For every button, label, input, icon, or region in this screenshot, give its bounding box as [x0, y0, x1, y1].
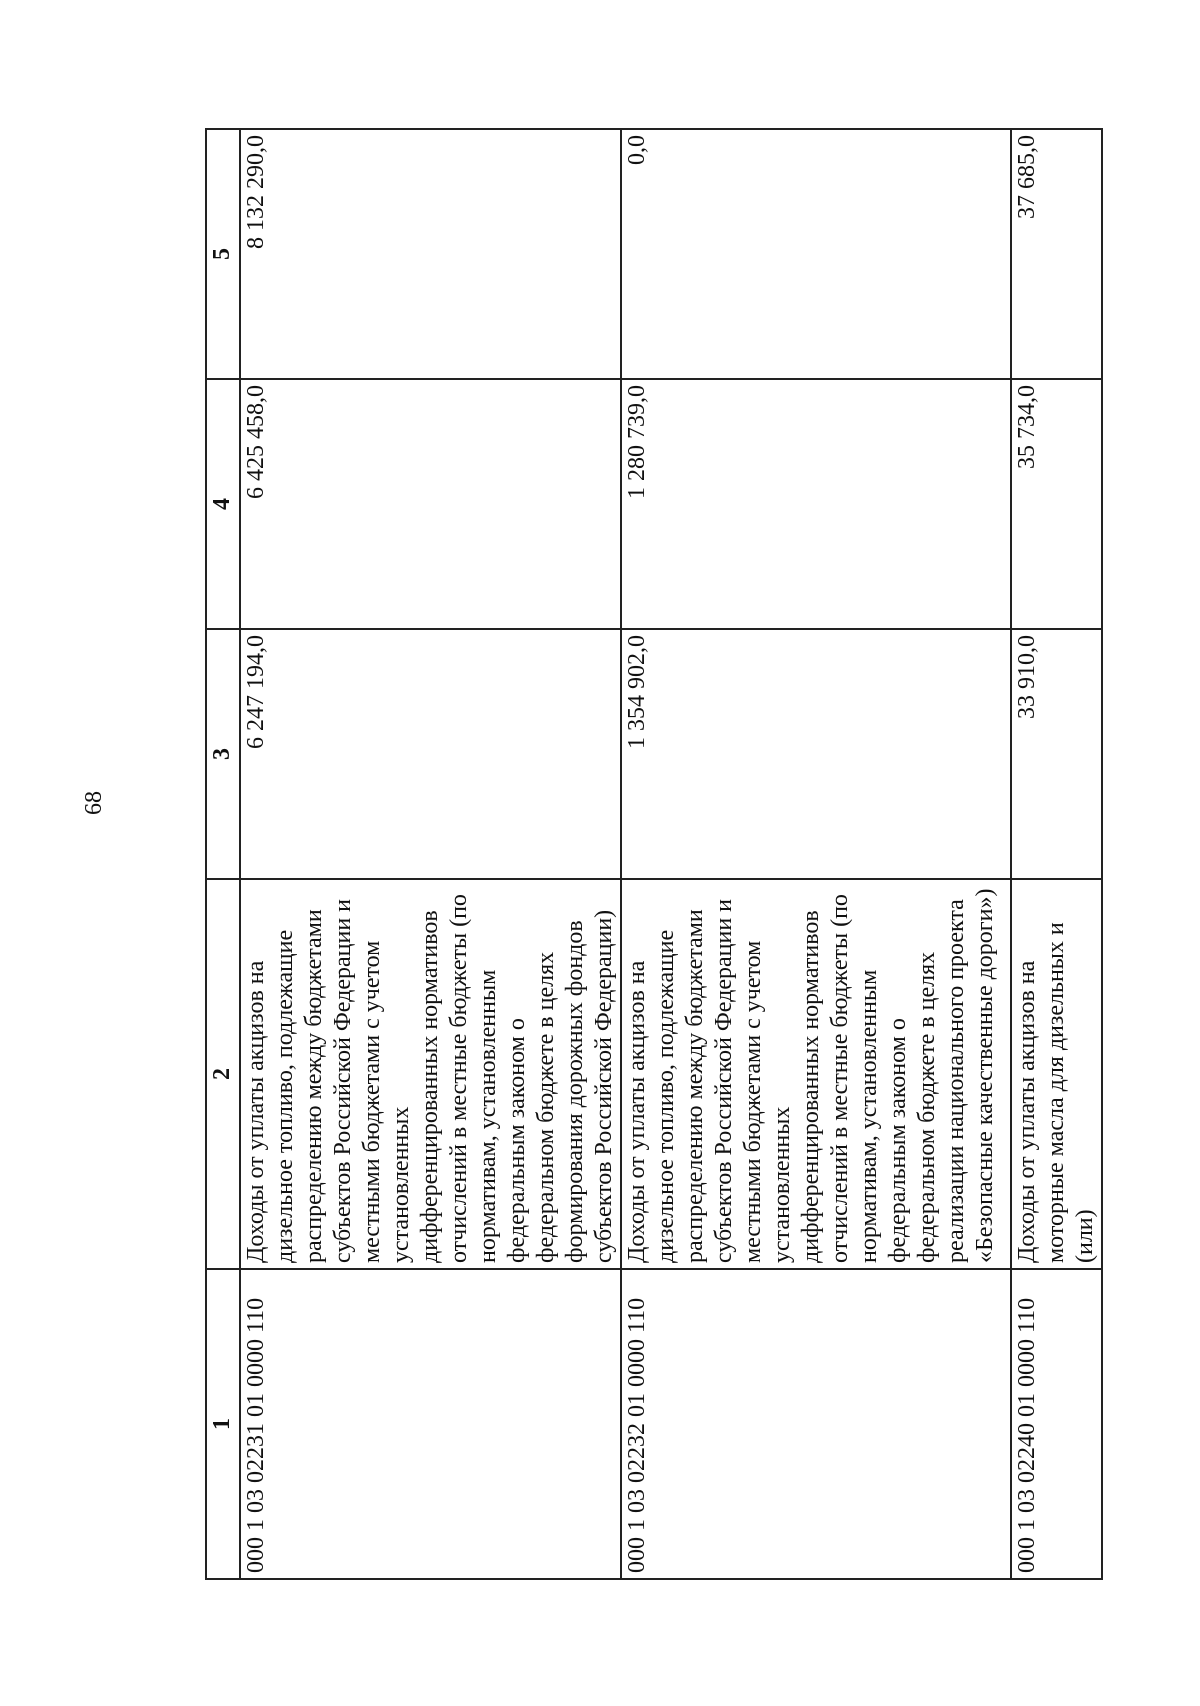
value-cell-col5: 8 132 290,0: [240, 129, 621, 379]
value-cell-col4: 6 425 458,0: [240, 379, 621, 629]
value-cell-col3: 6 247 194,0: [240, 629, 621, 879]
description-cell: Доходы от уплаты акцизов на моторные масла для дизельных и (или): [1011, 879, 1102, 1269]
budget-code-cell: 000 1 03 02231 01 0000 110: [240, 1269, 621, 1579]
column-header: 4: [206, 379, 240, 629]
budget-table: [205, 128, 1103, 1580]
table-row: [240, 129, 621, 1579]
column-header: 5: [206, 129, 240, 379]
description-cell: Доходы от уплаты акцизов на дизельное топливо, подлежащие распределению между бюджетами субъектов Российской Федерации и местными бюджетами с учетом установленных дифференцированных нормативов отчислений в местные бюджеты (по нормативам, установленным федеральным законом о федеральном бюджете в целях реализации национального проекта «Безопасные качественные дороги»): [621, 879, 1011, 1269]
page-number: 68: [81, 791, 107, 815]
value-cell-col5: 0,0: [621, 129, 1011, 379]
header-row: [206, 129, 240, 1579]
column-header: 3: [206, 629, 240, 879]
value-cell-col4: 1 280 739,0: [621, 379, 1011, 629]
budget-code-cell: 000 1 03 02232 01 0000 110: [621, 1269, 1011, 1579]
budget-table-container: [205, 130, 1098, 1580]
column-header: 2: [206, 879, 240, 1269]
value-cell-col3: 33 910,0: [1011, 629, 1102, 879]
value-cell-col4: 35 734,0: [1011, 379, 1102, 629]
table-row: [1011, 129, 1102, 1579]
value-cell-col3: 1 354 902,0: [621, 629, 1011, 879]
column-header: 1: [206, 1269, 240, 1579]
table-row: [621, 129, 1011, 1579]
budget-code-cell: 000 1 03 02240 01 0000 110: [1011, 1269, 1102, 1579]
value-cell-col5: 37 685,0: [1011, 129, 1102, 379]
description-cell: Доходы от уплаты акцизов на дизельное топливо, подлежащие распределению между бюджетами субъектов Российской Федерации и местными бюджетами с учетом установленных дифференцированных нормативов отчислений в местные бюджеты (по нормативам, установленным федеральным законом о федеральном бюджете в целях формирования дорожных фондов субъектов Российской Федерации): [240, 879, 621, 1269]
